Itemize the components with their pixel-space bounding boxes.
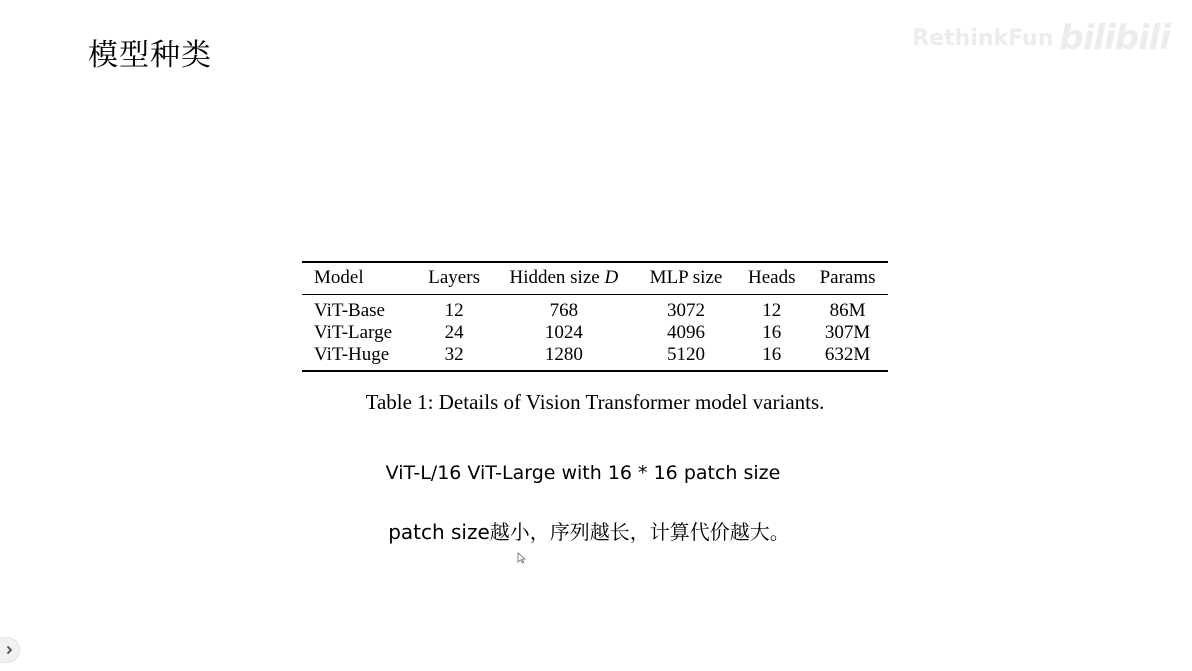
header-hidden-var: D <box>604 267 619 288</box>
header-hidden-size <box>492 262 636 295</box>
table-row <box>302 295 888 323</box>
header-model: Model <box>302 262 416 295</box>
slide-nav-button[interactable] <box>0 637 20 663</box>
header-params: Params <box>807 262 888 295</box>
cell-params: 86M <box>829 300 866 321</box>
cell-mlp: 3072 <box>667 300 705 321</box>
cell-hidden: 1280 <box>544 344 583 365</box>
cell-heads: 12 <box>762 300 782 321</box>
cell-layers: 12 <box>444 300 464 321</box>
cell-hidden: 1024 <box>544 322 583 343</box>
model-variants-table-wrap <box>302 261 888 372</box>
cell-params: 307M <box>824 322 871 343</box>
header-layers: Layers <box>416 262 492 295</box>
cell-model: ViT-Huge <box>314 344 390 365</box>
table-row <box>302 322 888 344</box>
cell-model: ViT-Large <box>314 322 393 343</box>
bilibili-logo: bilibili <box>1059 18 1170 58</box>
chevron-right-icon <box>6 645 13 655</box>
slide-title: 模型种类 <box>88 38 212 73</box>
note-patch-size: patch size越小，序列越长，计算代价越大。 <box>388 520 790 544</box>
table-caption: Table 1: Details of Vision Transformer model variants. <box>365 390 825 414</box>
watermark <box>912 18 1170 58</box>
cell-model: ViT-Base <box>314 300 385 321</box>
header-hidden-label: Hidden size <box>509 267 605 288</box>
cell-hidden: 768 <box>549 300 579 321</box>
cell-heads: 16 <box>762 344 782 365</box>
cell-heads: 16 <box>762 322 782 343</box>
header-heads: Heads <box>736 262 807 295</box>
table-row <box>302 344 888 371</box>
header-mlp-size: MLP size <box>636 262 737 295</box>
model-variants-table <box>302 261 888 372</box>
mouse-cursor-icon <box>517 552 526 564</box>
cell-layers: 24 <box>444 322 464 343</box>
cell-params: 632M <box>824 344 871 365</box>
table-header-row <box>302 262 888 295</box>
cell-mlp: 4096 <box>667 322 705 343</box>
cell-layers: 32 <box>444 344 464 365</box>
watermark-text: RethinkFun <box>912 25 1054 51</box>
note-vit-l16: ViT-L/16 ViT-Large with 16 * 16 patch size <box>385 462 781 484</box>
cell-mlp: 5120 <box>667 344 705 365</box>
